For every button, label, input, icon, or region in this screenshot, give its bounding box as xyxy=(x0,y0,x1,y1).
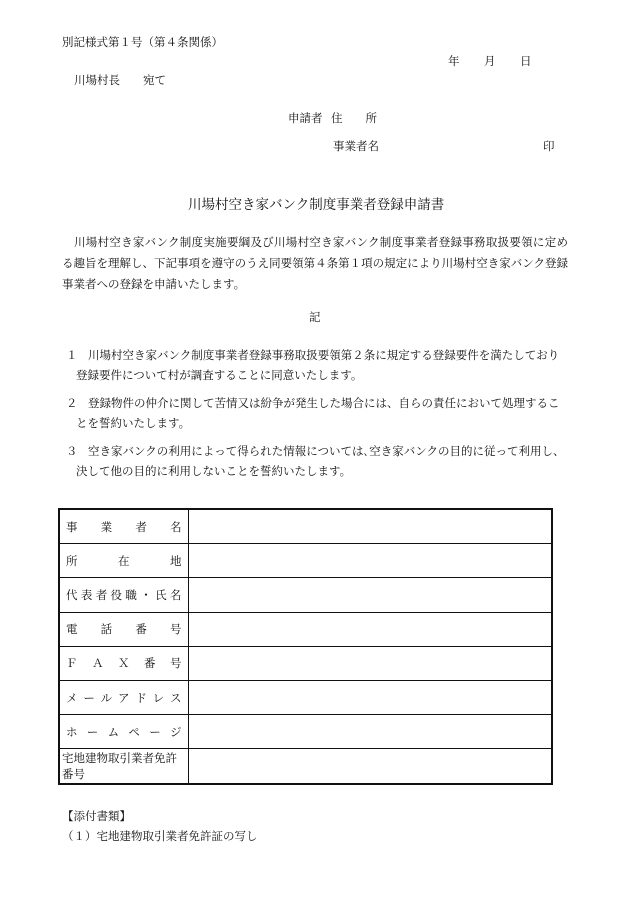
item-number: ３ xyxy=(66,444,78,458)
fax-row-label: Ｆ Ａ Ｘ 番 号 xyxy=(59,646,188,680)
phone-field[interactable] xyxy=(188,612,552,646)
item-line: 決して他の目的に利用しないことを誓約いたします。 xyxy=(76,464,352,478)
date-day-label: 日 xyxy=(520,54,532,68)
table-row xyxy=(59,509,552,544)
phone-row-label: 電 話 番 号 xyxy=(59,612,188,646)
item-line: 登録要件について村が調査することに同意いたします。 xyxy=(76,368,363,382)
attachment-item: （１）宅地建物取引業者免許証の写し xyxy=(62,829,258,843)
representative-row-label: 代 表 者 役 職 ・ 氏 名 xyxy=(59,578,188,612)
fax-field[interactable] xyxy=(188,646,552,680)
business-name-field[interactable] xyxy=(188,509,552,544)
table-row xyxy=(59,646,552,680)
email-row-label: メ ー ル ア ド レ ス xyxy=(59,680,188,714)
location-row-label: 所 在 地 xyxy=(59,544,188,578)
license-field[interactable] xyxy=(188,749,552,784)
date-year-label: 年 xyxy=(448,54,460,68)
list-item xyxy=(62,393,570,433)
table-row xyxy=(59,749,552,784)
item-line: 登録物件の仲介に関して苦情又は紛争が発生した場合には、自らの責任において処理するこ xyxy=(88,396,560,410)
address-label: 住 所 xyxy=(331,111,377,125)
table-row xyxy=(59,544,552,578)
table-row xyxy=(59,715,552,749)
homepage-row-label: ホ ー ム ペ ー ジ xyxy=(59,715,188,749)
list-item xyxy=(62,345,570,385)
location-field[interactable] xyxy=(188,544,552,578)
email-field[interactable] xyxy=(188,680,552,714)
license-row-label: 宅地建物取引業者免許番号 xyxy=(59,749,188,784)
seal-mark: 印 xyxy=(543,139,555,153)
date-month-label: 月 xyxy=(484,54,496,68)
form-number: 別記様式第１号（第４条関係） xyxy=(62,35,223,49)
table-row xyxy=(59,612,552,646)
document-title: 川場村空き家バンク制度事業者登録申請書 xyxy=(188,197,445,213)
list-item xyxy=(62,441,570,481)
applicant-label: 申請者 xyxy=(288,111,323,125)
business-name-label: 事業者名 xyxy=(333,139,379,153)
addressee: 川場村長 宛て xyxy=(74,73,166,87)
intro-paragraph: 川場村空き家バンク制度実施要綱及び川場村空き家バンク制度事業者登録事務取扱要領に定める趣旨を理解し、下記事項を遵守のうえ同要領第４条第１項の規定により川場村空き家バンク登録事業者への登録を申請いたします。 xyxy=(62,235,568,291)
ki-heading: 記 xyxy=(309,310,321,324)
homepage-field[interactable] xyxy=(188,715,552,749)
item-line: 川場村空き家バンク制度事業者登録事務取扱要領第２条に規定する登録要件を満たしており xyxy=(88,348,560,362)
item-number: ２ xyxy=(66,396,78,410)
item-line: 空き家バンクの利用によって得られた情報については､空き家バンクの目的に従って利用し、 xyxy=(88,444,565,458)
business-name-row-label: 事 業 者 名 xyxy=(59,509,188,544)
representative-field[interactable] xyxy=(188,578,552,612)
table-row xyxy=(59,578,552,612)
registration-table xyxy=(58,508,553,785)
attachments-heading: 【添付書類】 xyxy=(62,809,131,823)
item-number: １ xyxy=(66,348,78,362)
table-row xyxy=(59,680,552,714)
item-line: とを誓約いたします。 xyxy=(76,416,191,430)
